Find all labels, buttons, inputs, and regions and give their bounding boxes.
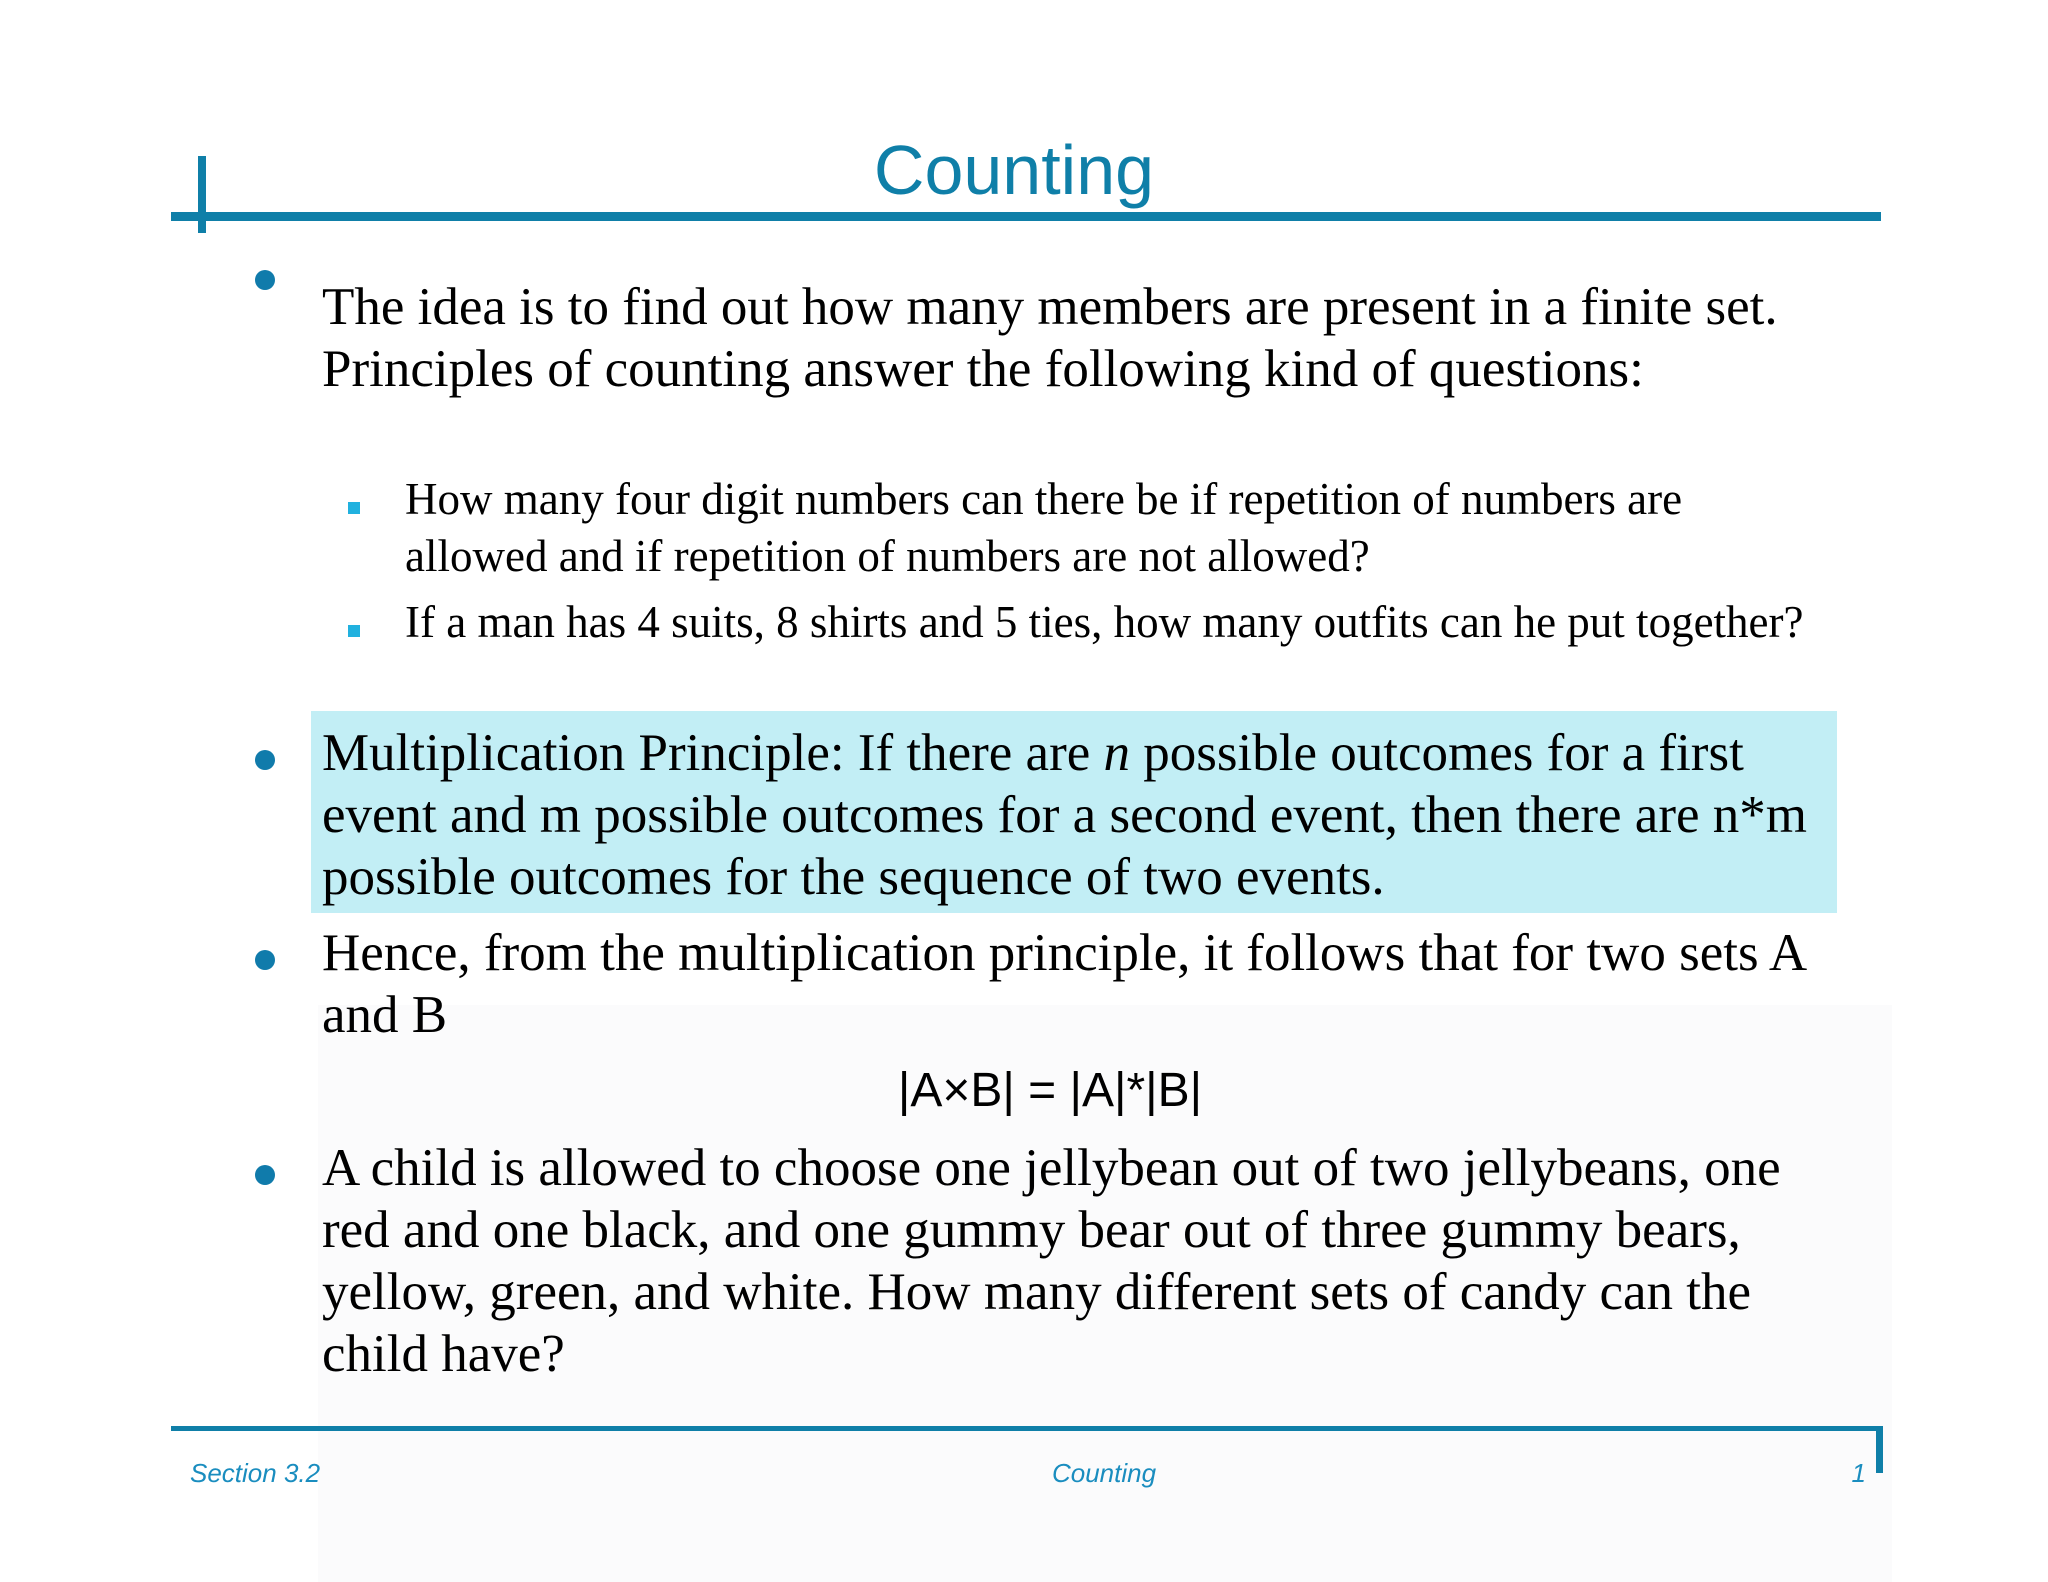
bullet-dot	[255, 1165, 275, 1185]
header-rule-tick	[198, 156, 206, 233]
bullet-hence: Hence, from the multiplication principle, it follows that for two sets A and B	[322, 924, 1805, 1044]
principle-text-end: possible outcomes for a first event and m possible outcomes for a second event, then there are n*m possible outcomes for the sequence of two events.	[322, 724, 1807, 906]
variable-n: n	[1103, 724, 1130, 782]
principle-text-start: Multiplication Principle: If there are	[322, 724, 1104, 782]
sub-bullet-square	[348, 502, 360, 514]
footer-title: Counting	[1051, 1458, 1157, 1488]
footer-rule	[171, 1426, 1883, 1431]
bullet-dot	[255, 750, 275, 770]
bullet-dot	[255, 950, 275, 970]
equation: |A×B| = |A|*|B|	[897, 1064, 1203, 1117]
bullet-dot	[255, 270, 275, 290]
footer-section: Section 3.2	[190, 1458, 321, 1488]
header-rule	[171, 212, 1881, 221]
bullet-multiplication-principle	[322, 722, 1832, 908]
sub-bullet-square	[348, 625, 360, 637]
sub-bullet-outfits: If a man has 4 suits, 8 shirts and 5 ties, how many outfits can he put together?	[405, 597, 1804, 647]
bullet-intro: The idea is to find out how many members are present in a finite set. Principles of counting answer the following kind of questions:	[322, 278, 1778, 398]
footer-page-number: 1	[1851, 1458, 1866, 1488]
slide-title: Counting	[873, 131, 1155, 209]
bullet-jellybean: A child is allowed to choose one jellybean out of two jellybeans, one red and one black, and one gummy bear out of three gummy bears, yellow, green, and white. How many different sets of candy can the child have?	[322, 1139, 1781, 1383]
sub-bullet-four-digit: How many four digit numbers can there be if repetition of numbers are allowed and if repetition of numbers are not allowed?	[405, 474, 1683, 581]
